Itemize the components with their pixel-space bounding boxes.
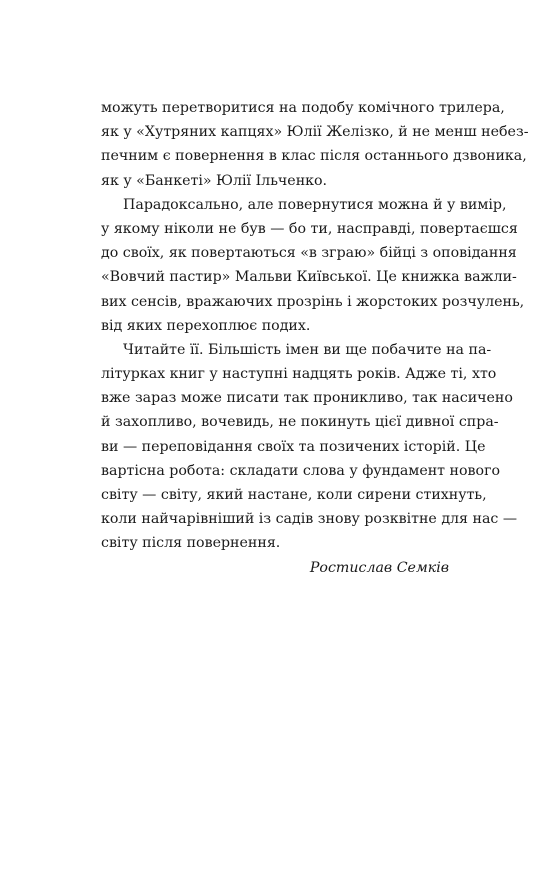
text-line: ви — переповідання своїх та позичених історій. Це [101, 438, 486, 455]
text-line: літурках книг у наступні надцять років. Адже ті, хто [101, 366, 497, 383]
text-line: вих сенсів, вражаючих прозрінь і жорстоких розчулень, [101, 293, 525, 310]
text-line: у якому ніколи не був — бо ти, насправді, повертаєшся [101, 220, 518, 237]
text-line: світу — світу, який настане, коли сирени стихнуть, [101, 487, 487, 503]
text-line: можуть перетворитися на подобу комічного трилера, [101, 100, 505, 116]
text-line: світу після повернення. [101, 535, 281, 552]
text-line: «Вовчий пастир» Мальви Київської. Це книжка важли- [101, 269, 517, 286]
text-line: й захопливо, вочевидь, не покинуть цієї дивної спра- [101, 414, 499, 431]
text-line: від яких перехоплює подих. [101, 317, 311, 334]
text-line: Читайте її. Більшість імен ви ще побачите на па- [123, 341, 492, 358]
text-line: вартісна робота: складати слова у фундамент нового [101, 462, 501, 479]
text-line: до своїх, як повертаються «в зграю» бійці з оповідання [101, 245, 517, 262]
author-signature: Ростислав Семків [309, 559, 449, 576]
text-line: коли найчарівніший із садів знову розквітне для нас — [101, 511, 518, 528]
text-block [101, 96, 529, 580]
text-line: Парадоксально, але повернутися можна й у вимір, [123, 196, 507, 213]
text-line: печним є повернення в клас після останнього дзвоника, [101, 148, 527, 165]
text-line: як у «Хутряних капцях» Юлії Желізко, й не менш небез- [101, 124, 529, 141]
text-line: як у «Банкеті» Юлії Ільченко. [101, 172, 328, 189]
text-line: вже зараз може писати так проникливо, так насичено [101, 390, 513, 407]
